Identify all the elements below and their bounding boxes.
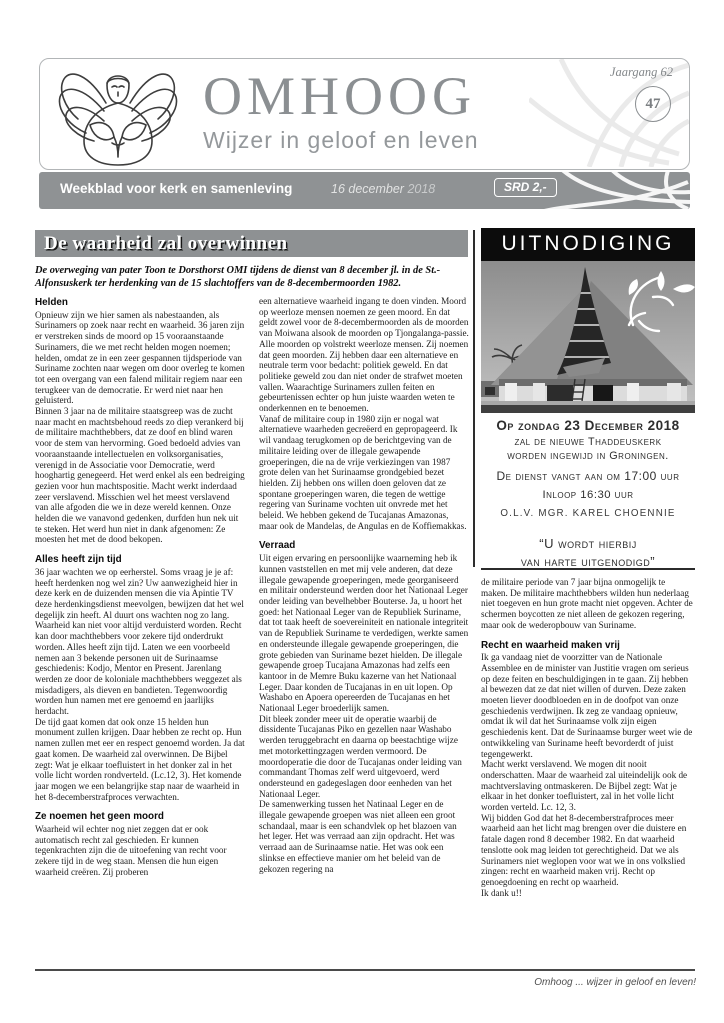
footer-slogan: Omhoog ... wijzer in geloof en leven! — [534, 977, 696, 988]
column-divider — [473, 230, 475, 567]
paragraph: een alternatieve waarheid ingang te doen vinden. Moord op weerloze mensen noemen ze geen moord. En dat geldt zowel voor de 8-decembermoorden als de moorden van Moiwana alsook de moorden op Tjongalanga-passie. Alle moorden op volstrekt weerloze mensen. Zij noemen dat geen moorden. Zij hebben daar een alternatieve en neutrale term voor bedacht: politiek geweld. En dat politieke geweld zou dan niet onder de strafwet moeten vallen. Waarachtige Surinamers zullen feiten en gebeurtenissen echter op hun juiste waarden weten te onderkennen en te benoemen. — [259, 296, 469, 414]
church-photo — [481, 261, 695, 413]
masthead — [39, 58, 690, 170]
article-intro: De overweging van pater Toon te Dorsthorst OMI tijdens de dienst van 8 december jl. in de St.-Alfonsuskerk ter herdenking van de 15 slachtoffers van de 8-decembermoorden 1982. — [35, 265, 441, 289]
paragraph: Vanaf de militaire coup in 1980 zijn er nogal wat alternatieve waarheden gecreëerd en gepropageerd. Ik wil vandaag terugkomen op de berichtgeving van de militaire leiding over de illegale gewapende groeperingen, die na de vrije verkiezingen van 1987 grote delen van het Surinaamse grondgebied bezet hielden. Zij hebben ons willen doen geloven dat ze spontane groeperingen waren, die tegen de wettige regering van Suriname vochten uit onvrede met het beleid. We hebben gekend de Tucajanas Amazonas, maar ook de Mandelas, de Angulas en de Koffiemakkas. — [259, 413, 467, 531]
issue-number: 47 — [645, 95, 661, 112]
section-heading: Verraad — [259, 540, 296, 552]
paragraph: De tijd gaat komen dat ook onze 15 helden hun monument zullen krijgen. Daar hebben ze recht op. Hun namen zullen met eer en respect genoemd worden. Ja dat gaat komen. De waarheid zal overwinnen. De Bijbel zegt: Wat je elkaar toefluistert in het donker zal in het volle licht worden rondverteld. (Lc.12, 3). Het komende jaar mogen we een belangrijke stap naar de waarheid in het 8-decemberstrafproces verwachten. — [35, 716, 245, 802]
issue-date-day: 16 december — [331, 182, 404, 196]
invitation-box — [481, 228, 695, 570]
invitation-text — [481, 418, 695, 568]
invitation-header: UITNODIGING — [481, 228, 695, 261]
invitation-line: Op zondag 23 December 2018 — [496, 418, 680, 433]
tagline-bar — [39, 172, 690, 209]
invitation-line: Inloop 16:30 uur — [542, 489, 634, 501]
article-columns — [35, 296, 469, 878]
publication-subtitle: Wijzer in geloof en leven — [203, 127, 479, 153]
paragraph: Waarheid wil echter nog niet zeggen dat er ook automatisch recht zal geschieden. Er kunnen tegenkrachten zijn die de uitoefening van recht voor zekere tijd in de weg staan. Mensen die hun eigen waarheid creëren. Zij proberen — [35, 824, 227, 877]
paragraph: Opnieuw zijn we hier samen als nabestaanden, als Surinamers op zoek naar recht en waarheid. 36 jaren zijn er verstreken sinds de moord op 15 vooraanstaande Surinamers, die we met recht helden mogen noemen; helden, omdat ze in een zeer gespannen tijdsperiode van Suriname zochten naar wegen om door overleg te komen tot een overgang van een falend militair regiem naar een terugkeer van de democratie. Er werd niet naar hen geluisterd. — [35, 309, 245, 406]
footer-rule — [35, 969, 695, 971]
invitation-quote: “U wordt hierbij — [539, 536, 637, 551]
paragraph: Binnen 3 jaar na de militaire staatsgreep was de zucht naar macht en machtsbehoud reeds zo diep verankerd bij de militaire machthebbers, dat ze doof en blind waren voor de stem van hervorming. Goed bedoeld advies van vooraanstaande intellectuelen en volksorganisaties, verenigd in de Associatie voor Democratie, werd hooghartig genegeerd. Het werd enkel als een bedreiging gezien voor hun machtspositie. Macht werkt inderdaad zeer verslavend. Misschien wel het meest verslavend van alle afgoden die we in deze wereld kennen. Onze helden die we vanavond gedenken, durfden hun nek uit te steken. Het werd hun niet in dank afgenomen: Ze moesten het met de dood bekopen. — [35, 406, 245, 545]
invitation-line: De dienst vangt aan om 17:00 uur — [496, 469, 680, 483]
article-column-1 — [35, 296, 245, 878]
section-heading: Recht en waarheid maken vrij — [481, 639, 620, 651]
masthead-titles — [203, 67, 479, 154]
publication-title: OMHOOG — [203, 66, 476, 126]
paragraph: De samenwerking tussen het Natinaal Leger en de illegale gewapende groepen was niet alleen een groot schandaal, maar is een schandvlek op het blazoen van het leger. Het was verraad aan zijn opdracht. Het was verraad aan de Surinaamse natie. Het was ook een slinkse en effectieve manier om het beleid van de gekozen regering na — [259, 799, 457, 874]
invitation-line: O.L.V. MGR. KAREL CHOENNIE — [500, 508, 676, 519]
paragraph: de militaire periode van 7 jaar bijna onmogelijk te maken. De militaire machthebbers wilden hun nederlaag niet toegeven en hun grote macht niet opgeven. Achter de schermen boycotten ze niet alleen de gekozen regering, maar ook de wederopbouw van Suriname. — [481, 577, 693, 630]
paragraph: Uit eigen ervaring en persoonlijke waarneming heb ik kunnen vaststellen en met mij vele anderen, dat deze illegale gewapende groeperingen, mede georganiseerd en militair ondersteund werden door het Nationaal Leger onder leiding van bevelhebber Bouterse. Ja, u hoort het goed: het Nationaal Leger van de Republiek Suriname, dat tot taak heeft de soevereiniteit en nationale integriteit van de Republiek Suriname te verdedigen, werkte samen en ondersteunde illegale gewapende groeperingen, die grote gebieden van Suriname bezet hielden. De illegale gewapende groep Tucajana Amazonas had zelfs een kantoor in de Memre Buku kazerne van het Nationaal Leger. Daar konden de Tucajanas in en uit lopen. Op Washabo en Apoera opereerden de Tucajanas en het Nationaal Leger broederlijk samen. — [259, 553, 469, 714]
volume-label: Jaargang 62 — [609, 65, 673, 79]
issue-date-year: 2018 — [407, 182, 436, 196]
paragraph: Dit bleek zonder meer uit de operatie waarbij de dissidente Tucajanas Piko en gezellen naar Washabo werden teruggebracht en daarna op beestachtige wijze met motorkettingzagen werden vermoord. De moordoperatie die door de Tucajanas onder leiding van commandant Thomas zelf werd uitgevoerd, werd ondersteund en gadegeslagen door eenheden van het Nationaal Leger. — [259, 713, 462, 799]
price-badge: SRD 2,- — [494, 178, 557, 197]
section-heading: Helden — [35, 297, 68, 308]
church-photo-illustration — [481, 261, 695, 413]
paragraph: 36 jaar wachten we op eerherstel. Soms vraag je je af: heeft herdenken nog wel zin? Uw aanwezigheid hier in deze kerk en de duizenden mensen die via Apintie TV deze herdenkingsdienst meevolgen, bewijzen dat het wel degelijk zin heeft. Al duurt ons wachten nog zo lang. Waarheid kan niet voor altijd verduisterd worden. Recht kan door machthebbers voor zekere tijd onderdrukt worden. Alles heeft zijn tijd. Laten we een voorbeeld nemen aan 3 bekende personen uit de Surinaamse geschiedenis: Kodjo, Mentor en Present. Jarenlang werden ze door de koloniale machthebbers weggezet als misdadigers, als dieven en bandieten. Tegenwoordig worden hun namen met ere genoemd en jaarlijks herdacht. — [35, 566, 244, 717]
section-heading: Alles heeft zijn tijd — [35, 554, 122, 566]
section-heading: Ze noemen het geen moord — [35, 811, 164, 823]
article-column-2 — [259, 296, 469, 878]
invitation-quote: van harte uitgenodigd” — [520, 554, 656, 569]
article-title: De waarheid zal overwinnen — [44, 232, 288, 254]
issue-number-badge — [635, 86, 671, 122]
issue-date — [331, 182, 435, 196]
article-title-bar — [35, 230, 468, 257]
invitation-line: zal de nieuwe Thaddeuskerk — [514, 436, 662, 448]
article-column-3 — [481, 577, 694, 898]
paragraph: Wij bidden God dat het 8-decemberstrafproces meer waarheid aan het licht mag brengen over die duistere en fatale dagen rond 8 december 1982. En dat waarheid tenslotte ook mag leiden tot gerechtigheid. Dat we als Surinamers niet weglopen voor wat we in ons volkslied zingen: recht en waarheid maken vrij. Recht op genoegdoening en recht op waarheid. — [481, 812, 687, 887]
paragraph: Macht werkt verslavend. We mogen dit nooit onderschatten. Maar de waarheid zal uiteindelijk ook de machtverslaving ontmaskeren. De Bijbel zegt: Wat je elkaar in het donker toefluistert, zal in het volle licht worden verteld. Lc. 12, 3. — [481, 759, 688, 813]
paragraph: Ik dank u!! — [481, 887, 522, 898]
invitation-line: worden ingewijd in Groningen. — [507, 450, 669, 462]
publication-tagline: Weekblad voor kerk en samenleving — [60, 181, 293, 196]
angel-logo-icon — [54, 63, 182, 167]
paragraph: Ik ga vandaag niet de voorzitter van de Nationale Assemblee en de minister van Justitie vragen om serieus op deze feiten en beschuldigingen in te gaan. Zij hebben al bewezen dat ze dat niet willen of durven. Deze zaken moeten liever doodbloeden en in de doofpot van onze geschiedenis verdwijnen. Ik zeg ze vandaag opnieuw, omdat ik wil dat het Surinaamse volk zijn eigen geschiedenis kent. Dat de Surinaamse burger weet wie de ontwikkeling van Suriname heeft bevorderdt of juist tegengewerkt. — [481, 652, 693, 759]
